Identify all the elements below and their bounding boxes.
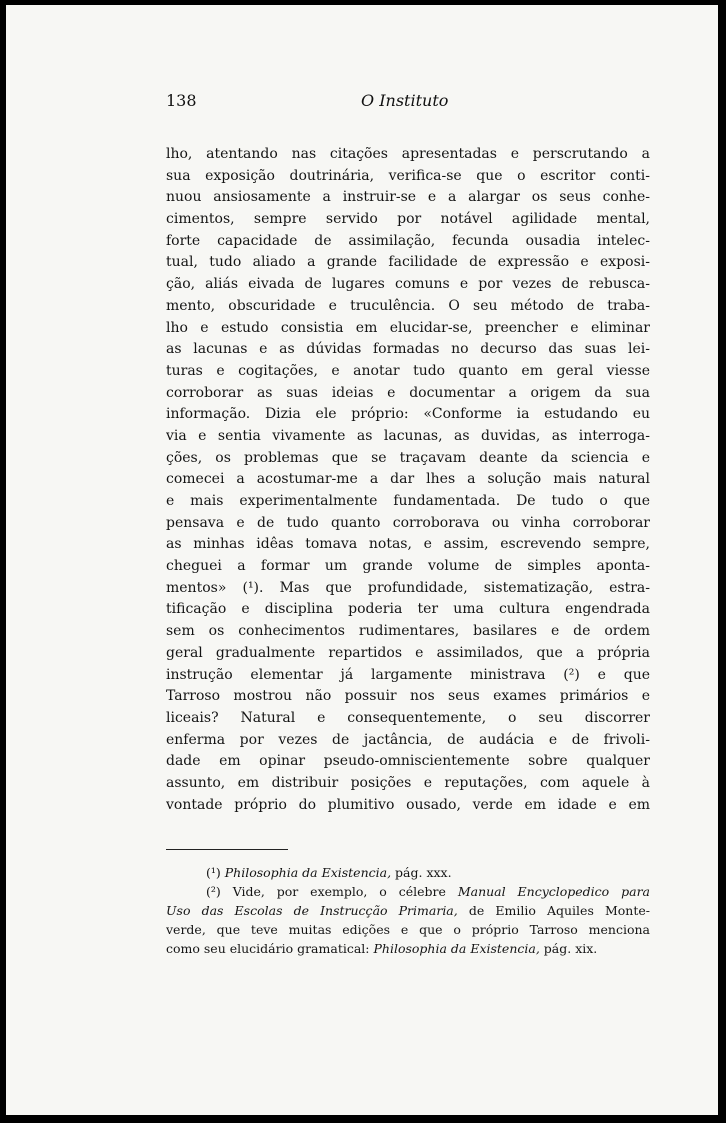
body-line: mento, obscuridade e truculência. O seu método de traba-	[166, 297, 650, 314]
body-line: as lacunas e as dúvidas formadas no decurso das suas lei-	[166, 341, 650, 358]
footnote-text: pág. xxx.	[395, 865, 452, 880]
body-line: via e sentia vivamente as lacunas, as duvidas, as interroga-	[166, 427, 650, 444]
footnote-2-line	[166, 901, 650, 920]
footnote-title: Uso das Escolas de Instrucção Primaria,	[166, 903, 458, 918]
footnote-divider	[166, 849, 288, 850]
book-page	[6, 5, 718, 1115]
body-line: forte capacidade de assimilação, fecunda ousadia intelec-	[166, 232, 650, 249]
footnote-2-line	[166, 939, 650, 958]
footnote-1	[166, 863, 650, 882]
footnote-text: Vide, por exemplo, o célebre	[232, 884, 446, 899]
body-line: comecei a acostumar-me a dar lhes a solução mais natural	[166, 471, 650, 488]
body-line: e mais experimentalmente fundamentada. De tudo o que	[166, 493, 650, 509]
footnotes	[166, 863, 650, 958]
body-line: as minhas idêas tomava notas, e assim, escrevendo sempre,	[166, 536, 650, 553]
body-text	[166, 144, 650, 816]
body-line: informação. Dizia ele próprio: «Conforme ia estudando eu	[166, 406, 650, 423]
body-line: Tarroso mostrou não possuir nos seus exames primários e	[166, 688, 650, 705]
running-title: O Instituto	[361, 91, 449, 110]
footnote-marker: (¹)	[206, 865, 221, 880]
body-line: tificação e disciplina poderia ter uma cultura engendrada	[166, 601, 650, 618]
footnote-2-line: verde, que teve muitas edições e que o próprio Tarroso menciona	[166, 922, 650, 937]
body-line: sua exposição doutrinária, verifica-se que o escritor conti-	[166, 167, 650, 184]
body-line: turas e cogitações, e anotar tudo quanto em geral viesse	[166, 362, 650, 379]
footnote-title: Philosophia da Existencia,	[373, 941, 540, 956]
body-line: enferma por vezes de jactância, de audácia e de frivoli-	[166, 731, 650, 748]
body-line: pensava e de tudo quanto corroborava ou vinha corroborar	[166, 514, 650, 531]
body-line: corroborar as suas ideias e documentar a origem da sua	[166, 384, 650, 401]
body-line: mentos» (¹). Mas que profundidade, sistematização, estra-	[166, 579, 650, 596]
body-line: nuou ansiosamente a instruir-se e a alargar os seus conhe-	[166, 189, 650, 206]
body-line: dade em opinar pseudo-omniscientemente sobre qualquer	[166, 753, 650, 770]
body-line: geral gradualmente repartidos e assimilados, que a própria	[166, 644, 650, 661]
body-line: vontade próprio do plumitivo ousado, verde em idade e em	[166, 796, 650, 813]
body-line: instrução elementar já largamente ministrava (²) e que	[166, 666, 650, 683]
footnote-marker: (²)	[206, 884, 221, 899]
footnote-text: pág. xix.	[543, 941, 598, 956]
body-line: liceais? Natural e consequentemente, o seu discorrer	[166, 709, 650, 726]
body-line: tual, tudo aliado a grande facilidade de expressão e exposi-	[166, 254, 650, 271]
footnote-title: Philosophia da Existencia,	[224, 865, 392, 880]
body-line: cheguei a formar um grande volume de simples aponta-	[166, 558, 650, 575]
body-line: ções, os problemas que se traçavam deante da sciencia e	[166, 449, 650, 466]
body-line: lho e estudo consistia em elucidar-se, preencher e eliminar	[166, 319, 650, 336]
footnote-2	[166, 882, 650, 901]
body-line: cimentos, sempre servido por notável agilidade mental,	[166, 211, 650, 228]
body-line: assunto, em distribuir posições e reputações, com aquele à	[166, 774, 650, 791]
footnote-text: como seu elucidário gramatical:	[166, 941, 370, 956]
footnote-title: Manual Encyclopedico para	[457, 884, 650, 899]
body-line: sem os conhecimentos rudimentares, basilares e de ordem	[166, 623, 650, 640]
footnote-text: de Emilio Aquiles Monte-	[468, 903, 650, 918]
body-line: lho, atentando nas citações apresentadas e perscrutando a	[166, 146, 650, 162]
page-header	[166, 91, 650, 113]
body-line: ção, aliás eivada de lugares comuns e por vezes de rebusca-	[166, 276, 650, 293]
page-number: 138	[166, 91, 197, 110]
